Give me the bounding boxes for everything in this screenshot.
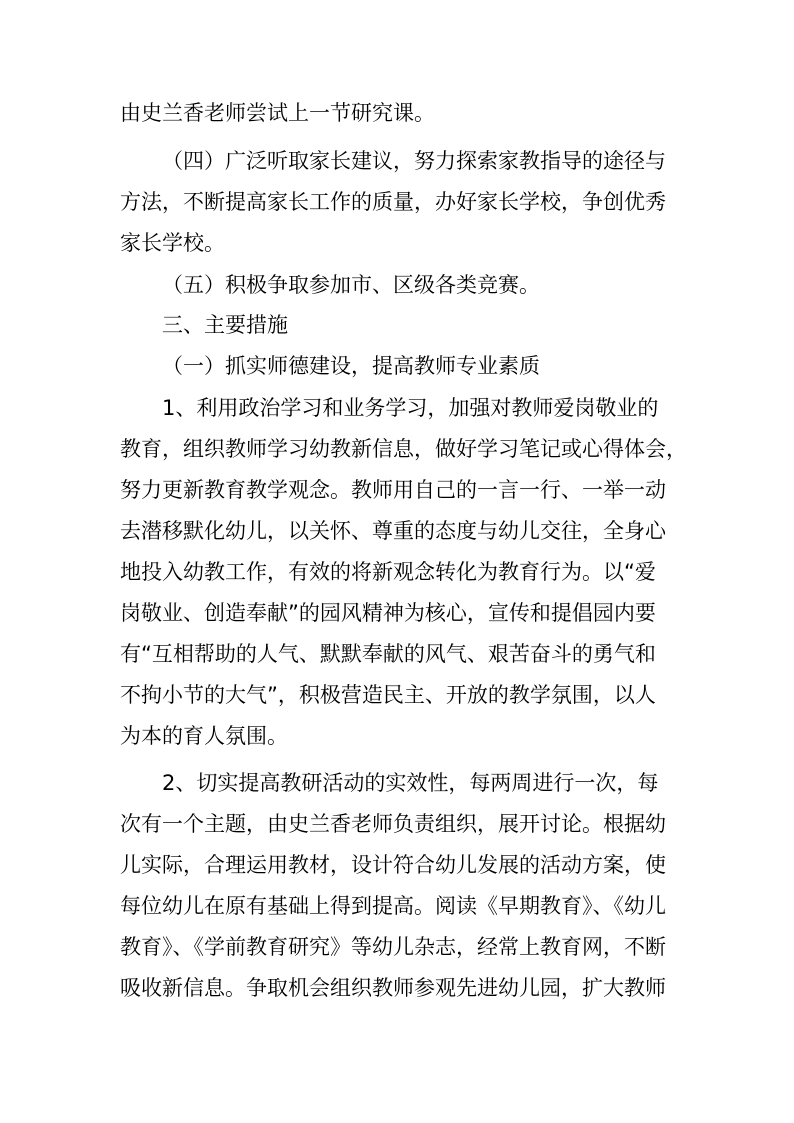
text-line: 岗敬业、创造奉献”的园风精神为核心，宣传和提倡园内要 <box>120 601 656 625</box>
text-line: 有“互相帮助的人气、默默奉献的风气、艰苦奋斗的勇气和 <box>120 642 656 666</box>
text-line: 地投入幼教工作，有效的将新观念转化为教育行为。以“爱 <box>120 560 656 584</box>
text-line: 次有一个主题，由史兰香老师负责组织，展开讨论。根据幼 <box>120 812 666 836</box>
text-line: 儿实际，合理运用教材，设计符合幼儿发展的活动方案，使 <box>120 853 666 877</box>
text-line: 由史兰香老师尝试上一节研究课。 <box>120 101 435 125</box>
section-heading: 三、主要措施 <box>162 313 288 337</box>
text-line: 努力更新教育教学观念。教师用自己的一言一行、一举一动 <box>120 478 666 502</box>
text-line: 不拘小节的大气”，积极营造民主、开放的教学氛围，以人 <box>120 683 656 707</box>
text-line: （五）积极争取参加市、区级各类竞赛。 <box>162 273 540 297</box>
text-line: 去潜移默化幼儿，以关怀、尊重的态度与幼儿交往，全身心 <box>120 519 666 543</box>
text-line: 1、利用政治学习和业务学习，加强对教师爱岗敬业的 <box>162 396 659 420</box>
text-line: 为本的育人氛围。 <box>120 724 288 748</box>
text-line: 家长学校。 <box>120 231 225 255</box>
subsection-heading: （一）抓实师德建设，提高教师专业素质 <box>162 354 540 378</box>
text-line: 吸收新信息。争取机会组织教师参观先进幼儿园，扩大教师 <box>120 976 666 1000</box>
text-line: 教育》、《学前教育研究》等幼儿杂志，经常上教育网，不断 <box>120 935 666 959</box>
text-line: 每位幼儿在原有基础上得到提高。阅读《早期教育》、《幼儿 <box>120 894 666 918</box>
text-line: 2、切实提高教研活动的实效性，每两周进行一次，每 <box>162 771 659 795</box>
text-line: 方法，不断提高家长工作的质量，办好家长学校，争创优秀 <box>120 190 666 214</box>
text-line: （四）广泛听取家长建议，努力探索家教指导的途径与 <box>162 149 666 173</box>
text-line: 教育，组织教师学习幼教新信息，做好学习笔记或心得体会， <box>120 437 687 461</box>
